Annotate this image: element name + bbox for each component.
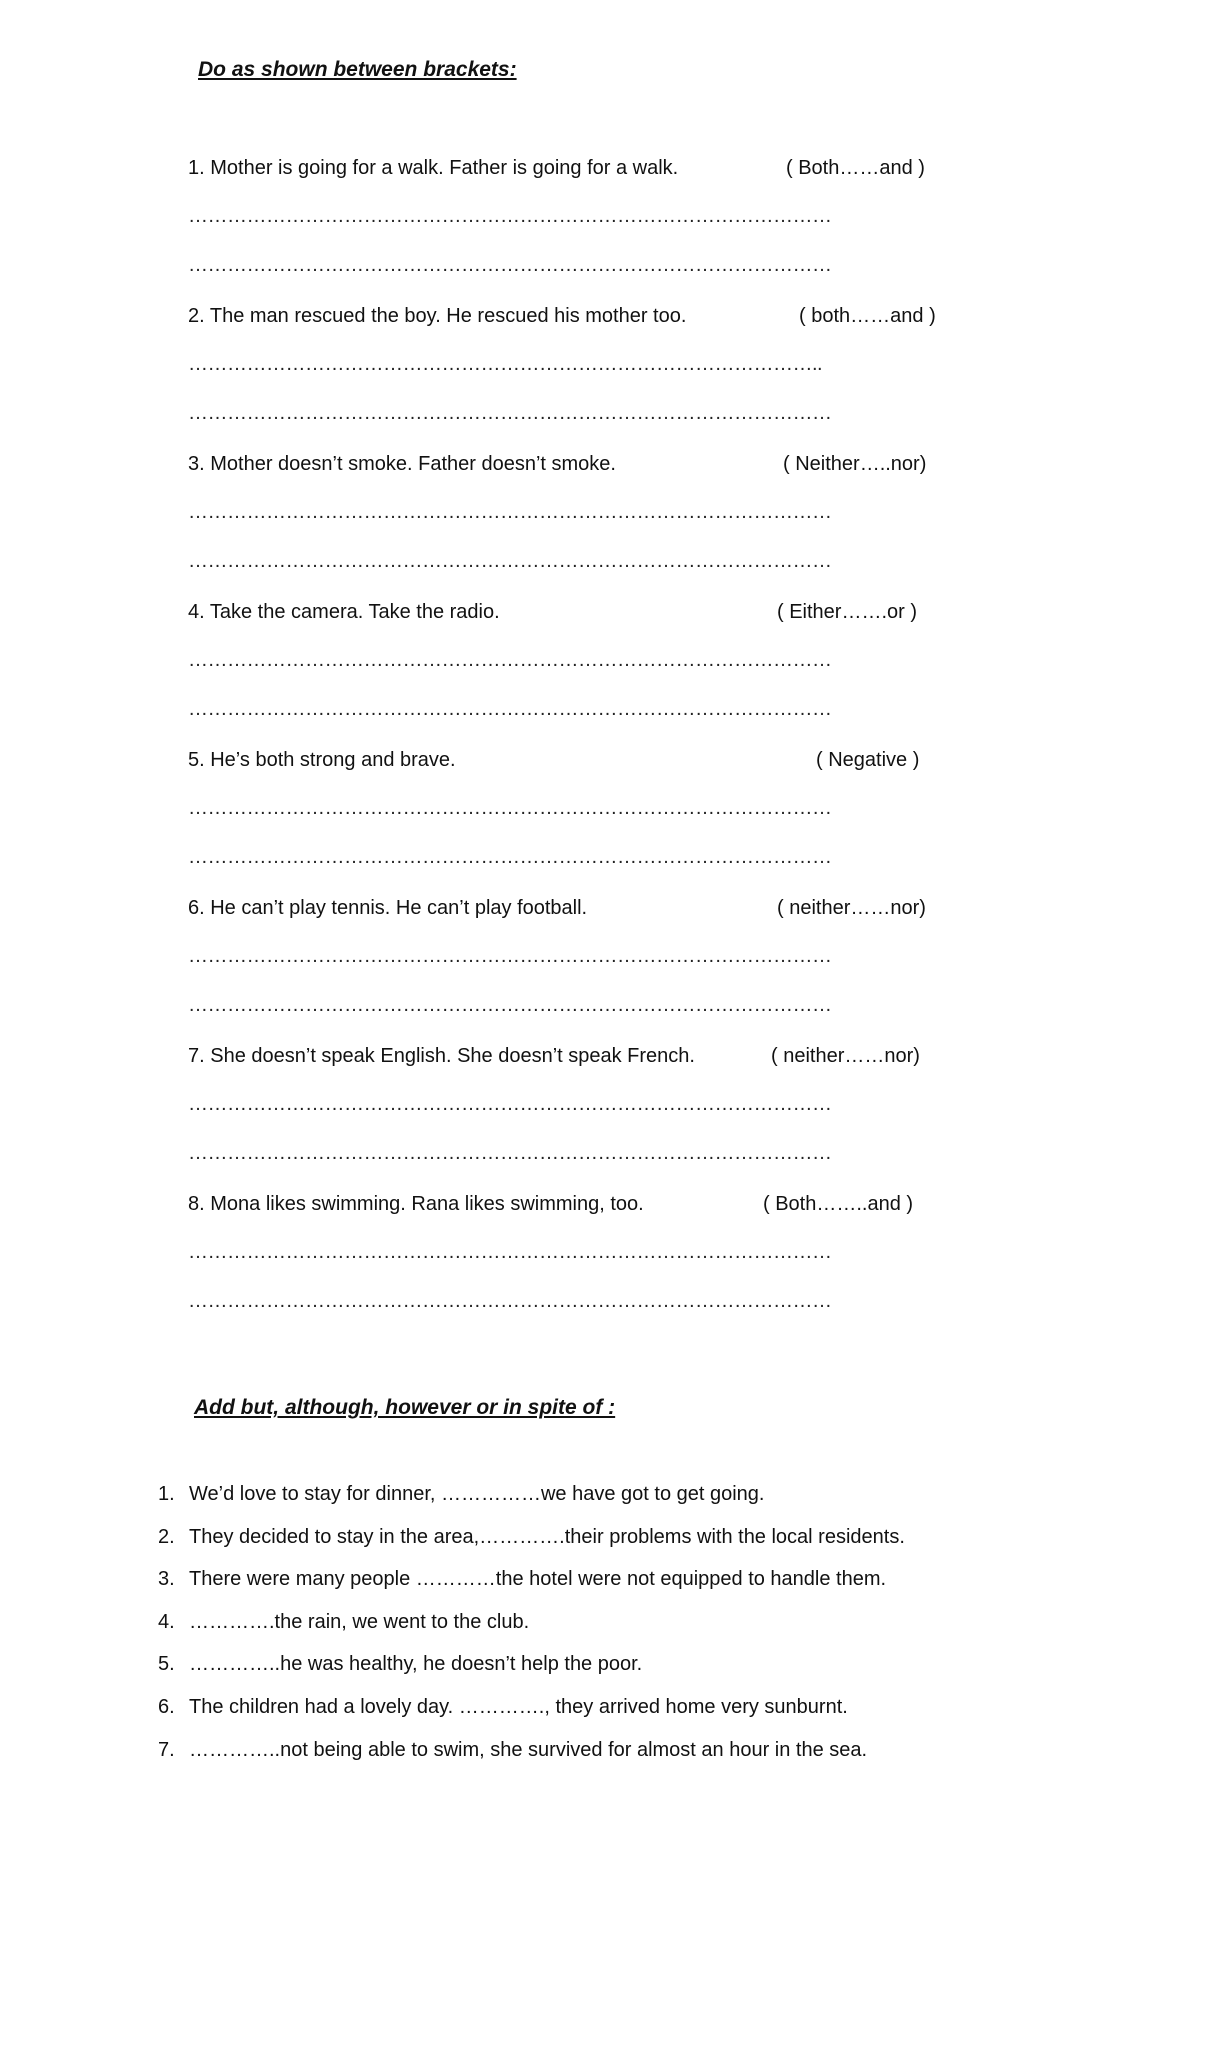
item-text: We’d love to stay for dinner, ……………we have got to get going. bbox=[189, 1483, 765, 1505]
item-number: 7. bbox=[158, 1738, 175, 1761]
exercise-item bbox=[188, 305, 968, 453]
section1-heading: Do as shown between brackets: bbox=[198, 58, 517, 81]
answer-line[interactable]: ……………………………………………………………………………………… bbox=[188, 550, 832, 572]
exercise-item bbox=[188, 749, 968, 897]
answer-line[interactable]: ……………………………………………………………………………………… bbox=[188, 797, 832, 819]
exercise-hint: ( neither……nor) bbox=[771, 1045, 920, 1067]
answer-line[interactable]: ……………………………………………………………………………………… bbox=[188, 402, 832, 424]
answer-line[interactable]: ……………………………………………………………………………………… bbox=[188, 205, 832, 227]
exercise-hint: ( Negative ) bbox=[816, 749, 920, 771]
exercise-sentence: 2. The man rescued the boy. He rescued his mother too. bbox=[188, 305, 687, 327]
answer-line[interactable]: ……………………………………………………………………………………… bbox=[188, 1093, 832, 1115]
answer-line[interactable]: ……………………………………………………………………………………… bbox=[188, 846, 832, 868]
answer-line[interactable]: ……………………………………………………………………………………… bbox=[188, 1290, 832, 1312]
exercise-hint: ( Either…….or ) bbox=[777, 601, 918, 623]
exercise-item bbox=[188, 157, 968, 305]
answer-line[interactable]: ……………………………………………………………………………………… bbox=[188, 254, 832, 276]
item-text: They decided to stay in the area,………….their problems with the local residents. bbox=[189, 1525, 905, 1548]
exercise-item bbox=[188, 601, 968, 749]
exercise-item bbox=[188, 1193, 968, 1341]
exercise-sentence: 3. Mother doesn’t smoke. Father doesn’t smoke. bbox=[188, 453, 616, 475]
exercise-item bbox=[188, 1045, 968, 1193]
answer-line[interactable]: ……………………………………………………………………………………… bbox=[188, 1241, 832, 1263]
exercise-hint: ( Both……..and ) bbox=[763, 1193, 914, 1215]
exercise-sentence: 6. He can’t play tennis. He can’t play football. bbox=[188, 897, 588, 919]
answer-line[interactable]: ……………………………………………………………………………………… bbox=[188, 994, 832, 1016]
answer-line[interactable]: …………………………………………………………………………………….. bbox=[188, 353, 823, 375]
item-number: 4. bbox=[158, 1610, 175, 1633]
answer-line[interactable]: ……………………………………………………………………………………… bbox=[188, 698, 832, 720]
answer-line[interactable]: ……………………………………………………………………………………… bbox=[188, 501, 832, 523]
item-number: 6. bbox=[158, 1695, 175, 1718]
exercise-hint: ( Both……and ) bbox=[786, 157, 925, 179]
item-text: There were many people …………the hotel were not equipped to handle them. bbox=[189, 1568, 887, 1591]
answer-line[interactable]: ……………………………………………………………………………………… bbox=[188, 945, 832, 967]
item-number: 2. bbox=[158, 1525, 175, 1548]
answer-line[interactable]: ……………………………………………………………………………………… bbox=[188, 1142, 832, 1164]
item-number: 5. bbox=[158, 1653, 175, 1676]
exercise-hint: ( Neither…..nor) bbox=[783, 453, 927, 475]
exercise-sentence: 7. She doesn’t speak English. She doesn’t speak French. bbox=[188, 1045, 695, 1067]
exercise-sentence: 5. He’s both strong and brave. bbox=[188, 749, 456, 771]
exercise-sentence: 4. Take the camera. Take the radio. bbox=[188, 601, 500, 623]
item-text: ………….the rain, we went to the club. bbox=[189, 1610, 530, 1633]
exercise-item bbox=[188, 453, 968, 601]
exercise-item bbox=[188, 897, 968, 1045]
item-text: The children had a lovely day. …………., they arrived home very sunburnt. bbox=[189, 1695, 848, 1718]
item-number: 1. bbox=[158, 1483, 175, 1505]
answer-line[interactable]: ……………………………………………………………………………………… bbox=[188, 649, 832, 671]
exercise-sentence: 1. Mother is going for a walk. Father is going for a walk. bbox=[188, 157, 679, 179]
item-number: 3. bbox=[158, 1568, 175, 1591]
item-text: …………..not being able to swim, she survived for almost an hour in the sea. bbox=[189, 1738, 868, 1761]
item-text: …………..he was healthy, he doesn’t help the poor. bbox=[189, 1653, 643, 1676]
exercise-hint: ( both……and ) bbox=[799, 305, 936, 327]
section2-heading: Add but, although, however or in spite of : bbox=[194, 1396, 616, 1419]
exercise-hint: ( neither……nor) bbox=[777, 897, 926, 919]
exercise-sentence: 8. Mona likes swimming. Rana likes swimming, too. bbox=[188, 1193, 644, 1215]
